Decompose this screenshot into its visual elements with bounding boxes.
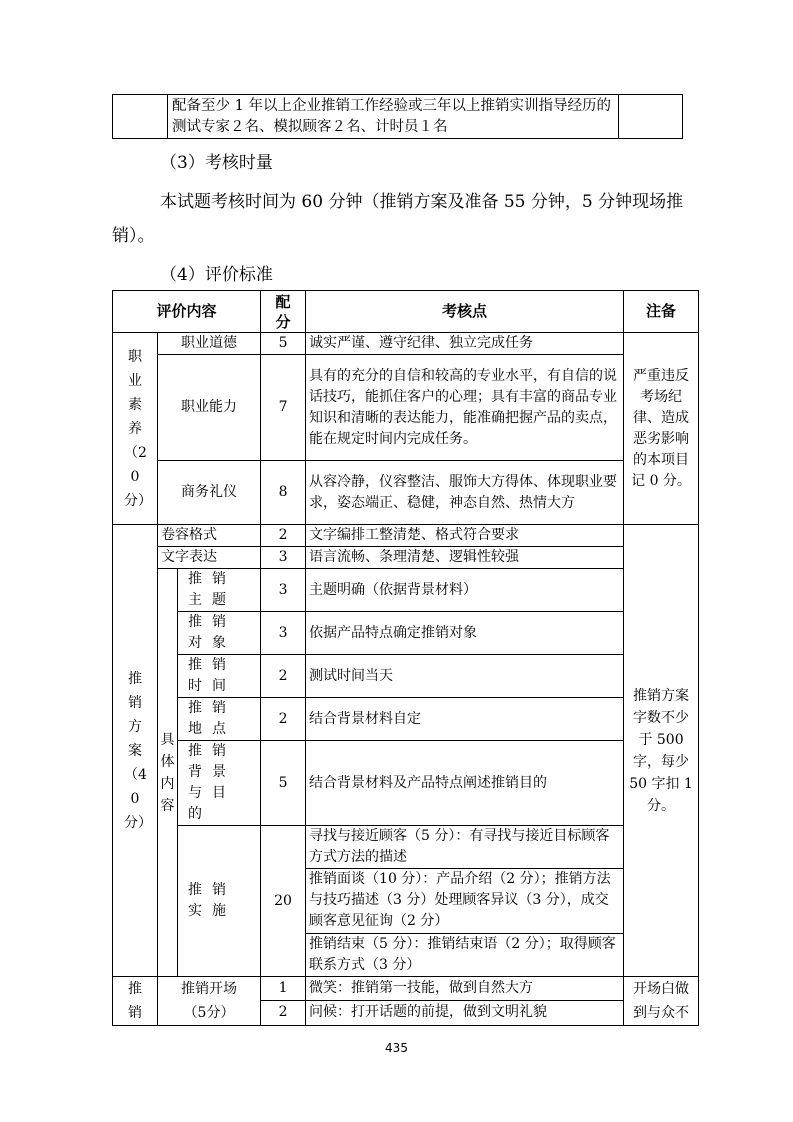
time-text: 本试题考核时间为 60 分钟（推销方案及准备 55 分钟，5 分钟现场推销）。 xyxy=(112,192,684,246)
criteria-heading: （4）评价标准 xyxy=(160,265,273,285)
sub-item-implementation: 推销实施 xyxy=(178,826,261,977)
sub-item: 推销主题 xyxy=(178,569,261,612)
criteria-table xyxy=(112,290,699,1026)
group3-point: 微笑：推销第一技能，做到自然大方 xyxy=(306,977,624,1001)
sub-point: 测试时间当天 xyxy=(306,655,624,698)
group3-score: 2 xyxy=(261,1000,306,1025)
group1-point: 诚实严谨、遵守纪律、独立完成任务 xyxy=(306,333,624,355)
group2-point: 文字编排工整清楚、格式符合要求 xyxy=(306,525,624,547)
header-note: 注备 xyxy=(624,291,699,333)
group3-point: 问候：打开话题的前提，做到文明礼貌 xyxy=(306,1000,624,1025)
header-content: 评价内容 xyxy=(113,291,261,333)
top-table-left-cell xyxy=(113,95,168,139)
impl-point: 寻找与接近顾客（5 分）：有寻找与接近目标顾客方式方法的描述 xyxy=(306,826,623,869)
sub-score: 2 xyxy=(261,698,306,741)
group1-point: 具有的充分的自信和较高的专业水平，有自信的说话技巧，能抓住客户的心理；具有丰富的商品专业知识和清晰的表达能力，能准确把握产品的卖点，能在规定时间内完成任务。 xyxy=(306,355,624,461)
group3-item: 推销开场（5分） xyxy=(158,977,261,1026)
sub-point: 结合背景材料及产品特点阐述推销目的 xyxy=(306,741,624,826)
group2-label: 推销方案（40分） xyxy=(113,525,158,977)
group2-sub-label: 具体内容 xyxy=(158,569,178,977)
group1-label: 职业素养（20分） xyxy=(113,333,158,525)
sub-point: 依据产品特点确定推销对象 xyxy=(306,612,624,655)
group3-score: 1 xyxy=(261,977,306,1001)
sub-item: 推销背景与目的 xyxy=(178,741,261,826)
group1-score: 5 xyxy=(261,333,306,355)
group1-score: 8 xyxy=(261,461,306,525)
group1-point: 从容冷静，仪容整洁、服饰大方得体、体现职业要求，姿态端正、稳健，神态自然、热情大方 xyxy=(306,461,624,525)
sub-item: 推销对象 xyxy=(178,612,261,655)
sub-item: 推销时间 xyxy=(178,655,261,698)
group1-item: 职业道德 xyxy=(158,333,261,355)
sub-score: 3 xyxy=(261,612,306,655)
top-table-right-cell xyxy=(619,95,683,139)
page-number: 435 xyxy=(385,1041,408,1055)
group1-item: 职业能力 xyxy=(158,355,261,461)
sub-score: 3 xyxy=(261,569,306,612)
group2-note: 推销方案字数不少于 500 字，每少 50 字扣 1 分。 xyxy=(624,525,699,977)
sub-point: 主题明确（依据背景材料） xyxy=(306,569,624,612)
sub-score-implementation: 20 xyxy=(261,826,306,977)
implementation-points xyxy=(306,826,624,977)
group2-score: 3 xyxy=(261,547,306,569)
group3-label: 推销 xyxy=(113,977,158,1026)
impl-point: 推销结束（5 分）：推销结束语（2 分）；取得顾客联系方式（3 分） xyxy=(309,936,616,973)
sub-score: 5 xyxy=(261,741,306,826)
group2-score: 2 xyxy=(261,525,306,547)
time-heading: （3）考核时量 xyxy=(160,153,273,173)
group2-point: 语言流畅、条理清楚、逻辑性较强 xyxy=(306,547,624,569)
group3-note: 开场白做到与众不 xyxy=(624,977,699,1026)
sub-point: 结合背景材料自定 xyxy=(306,698,624,741)
group1-note: 严重违反考场纪律、造成恶劣影响的本项目记 0 分。 xyxy=(624,333,699,525)
header-points: 考核点 xyxy=(306,291,624,333)
group1-item: 商务礼仪 xyxy=(158,461,261,525)
sub-item: 推销地点 xyxy=(178,698,261,741)
group2-item: 卷容格式 xyxy=(158,525,261,547)
group1-score: 7 xyxy=(261,355,306,461)
group2-item: 文字表达 xyxy=(158,547,261,569)
top-table-text: 配备至少 1 年以上企业推销工作经验或三年以上推销实训指导经历的测试专家２名、模拟顾客２名、计时员１名 xyxy=(168,95,619,139)
sub-score: 2 xyxy=(261,655,306,698)
top-table xyxy=(112,94,683,139)
header-score: 配分 xyxy=(261,291,306,333)
impl-point: 推销面谈（10 分）：产品介绍（2 分）；推销方法与技巧描述（3 分）处理顾客异议（3 分），成交顾客意见征询（2 分） xyxy=(306,869,623,934)
